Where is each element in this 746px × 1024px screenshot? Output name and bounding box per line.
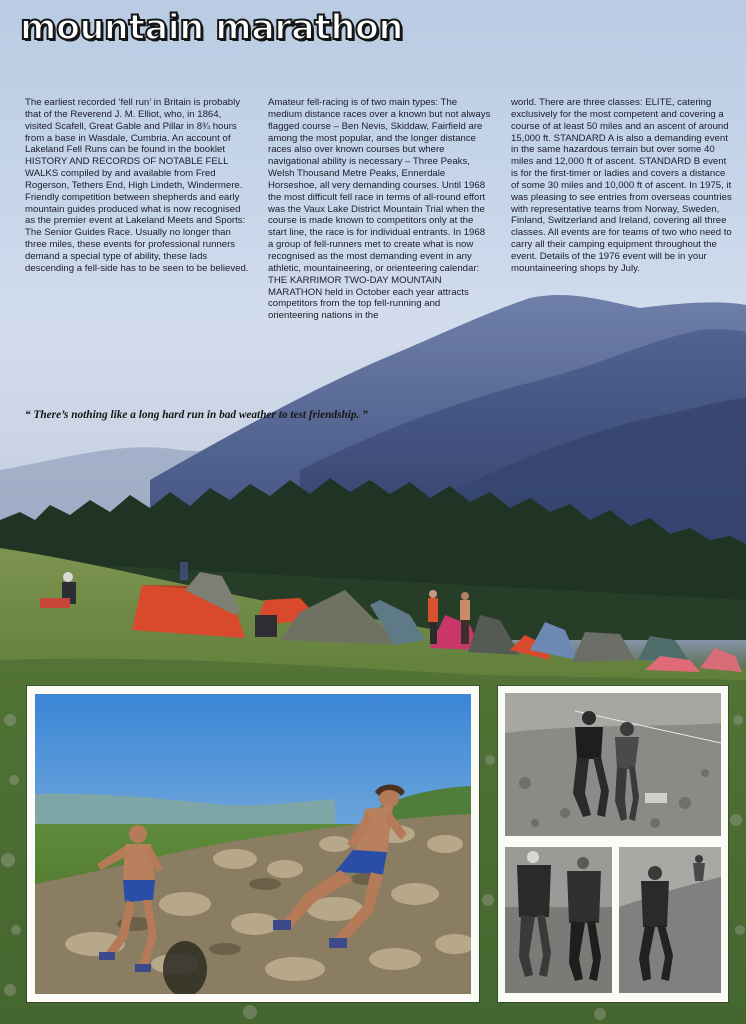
photo-runners-on-rocks bbox=[35, 694, 471, 994]
pull-quote: “ There’s nothing like a long hard run in bad weather to test friendship. ” bbox=[25, 409, 368, 421]
article-column-2: Amateur fell-racing is of two main types: The medium distance races over a known but not always flagged course – Ben Nevis, Skiddaw, Fairfield are among the most popular, and the longer distance races also over known courses but where navigational ability is necessary – Three Peaks, Welsh Thousand Metre Peaks, Ennerdale Horseshoe, all very demanding courses. Until 1968 the most difficult fell race in terms of all-round effort was the Vaux Lake District Mountain Trial when the course is made known to competitors only at the start line, the race is for individual entrants. In 1968 a group of fell-runners met to create what is now recognised as the most demanding event in any athletic, mountaineering, or orienteering calendar: THE KARRIMOR TWO-DAY MOUNTAIN MARATHON held in October each year attracts competitors from the top fell-running and orienteering nations in the bbox=[268, 97, 491, 322]
photo-bw-pair-running bbox=[505, 693, 721, 836]
article-column-1: The earliest recorded ‘fell run’ in Britain is probably that of the Reverend J. M. Elliot, who, in 1864, visited Scafell, Great Gable and Pillar in 8¾ hours from a base in Wasdale, Cumbria. An account of Lakeland Fell Runs can be found in the booklet HISTORY AND RECORDS OF NOTABLE FELL WALKS compiled by and available from Fred Rogerson, Tethers End, High Lindeth, Windermere. Friendly competition between shepherds and early mountain guides produced what is now recognised as the premier event at Lakeland Meets and Sports: The Senior Guides Race. Usually no longer than three miles, these events for professional runners demand a special type of ability, these lads descending a fell-side has to be seen to be believed. bbox=[25, 97, 249, 274]
photo-bw-runner-hill bbox=[619, 847, 721, 993]
article-column-3: world. There are three classes: ELITE, catering exclusively for the most competent and covering a course of at least 50 miles and an ascent of around 15,000 ft. STANDARD A is also a demanding event in the same hazardous terrain but over some 40 miles and 12,000 ft of ascent. STANDARD B event is for the first-timer or ladies and covers a distance of some 30 miles and 10,000 ft of ascent. In 1975, it was pleasing to see entries from overseas countries with representative teams from Norway, Sweden, Finland, Switzerland and Ireland, covering all three classes. All events are for teams of two who need to carry all their camping equipment throughout the event. Details of the 1976 event will be in your mountaineering shops by July. bbox=[511, 97, 732, 274]
page-title: mountain marathon bbox=[20, 8, 403, 48]
photo-bw-pair-walking bbox=[505, 847, 612, 993]
